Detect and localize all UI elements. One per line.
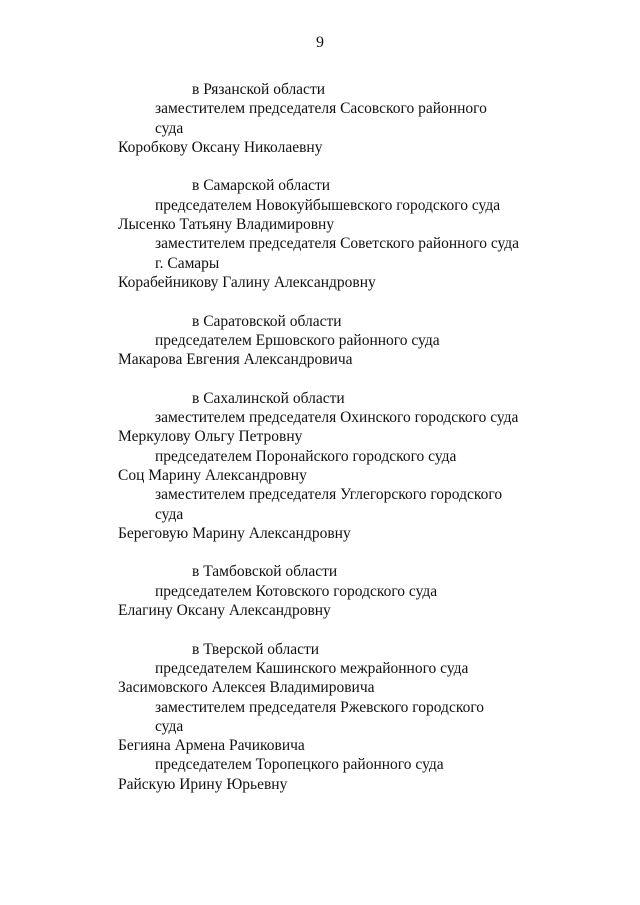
page-number: 9 <box>316 34 324 51</box>
position-text: заместителем председателя Охинского городского суда <box>155 409 519 427</box>
region-heading: в Самарской области <box>192 177 331 195</box>
position-text: председателем Кашинского межрайонного суда <box>155 659 469 677</box>
position-text: председателем Ершовского районного суда <box>155 331 440 349</box>
person-name: Береговую Марину Александровну <box>118 524 351 542</box>
position-text: заместителем председателя Советского районного суда г. Самары <box>155 235 520 272</box>
person-name: Райскую Ирину Юрьевну <box>118 775 288 793</box>
region-heading: в Тамбовской области <box>192 563 338 581</box>
person-name: Елагину Оксану Александровну <box>118 602 331 620</box>
section-tver <box>118 640 548 794</box>
position-text: председателем Поронайского городского суда <box>155 447 457 465</box>
region-heading: в Тверской области <box>192 640 320 658</box>
region-heading: в Рязанской области <box>192 81 326 98</box>
person-name: Макарова Евгения Александровича <box>118 351 353 369</box>
position-text: председателем Новокуйбышевского городского суда <box>155 196 501 214</box>
section-ryazan <box>118 80 548 157</box>
person-name: Коробкову Оксану Николаевну <box>118 138 323 156</box>
position-text: председателем Котовского городского суда <box>155 582 438 600</box>
person-name: Засимовского Алексея Владимировича <box>118 679 375 697</box>
region-heading: в Саратовской области <box>192 312 342 330</box>
position-text: заместителем председателя Сасовского районного суда <box>155 100 487 137</box>
position-text: заместителем председателя Углегорского городского суда <box>155 486 503 523</box>
person-name: Соц Марину Александровну <box>118 466 307 484</box>
section-samara <box>118 176 548 292</box>
document-body <box>118 80 548 813</box>
region-heading: в Сахалинской области <box>192 389 345 407</box>
position-text: заместителем председателя Ржевского городского суда <box>155 698 485 735</box>
section-sakhalin <box>118 389 548 543</box>
section-tambov <box>118 562 548 620</box>
person-name: Лысенко Татьяну Владимировну <box>118 216 335 234</box>
person-name: Меркулову Ольгу Петровну <box>118 428 303 446</box>
person-name: Корабейникову Галину Александровну <box>118 273 376 291</box>
position-text: председателем Торопецкого районного суда <box>155 756 444 774</box>
section-saratov <box>118 312 548 370</box>
person-name: Бегияна Армена Рачиковича <box>118 737 305 755</box>
